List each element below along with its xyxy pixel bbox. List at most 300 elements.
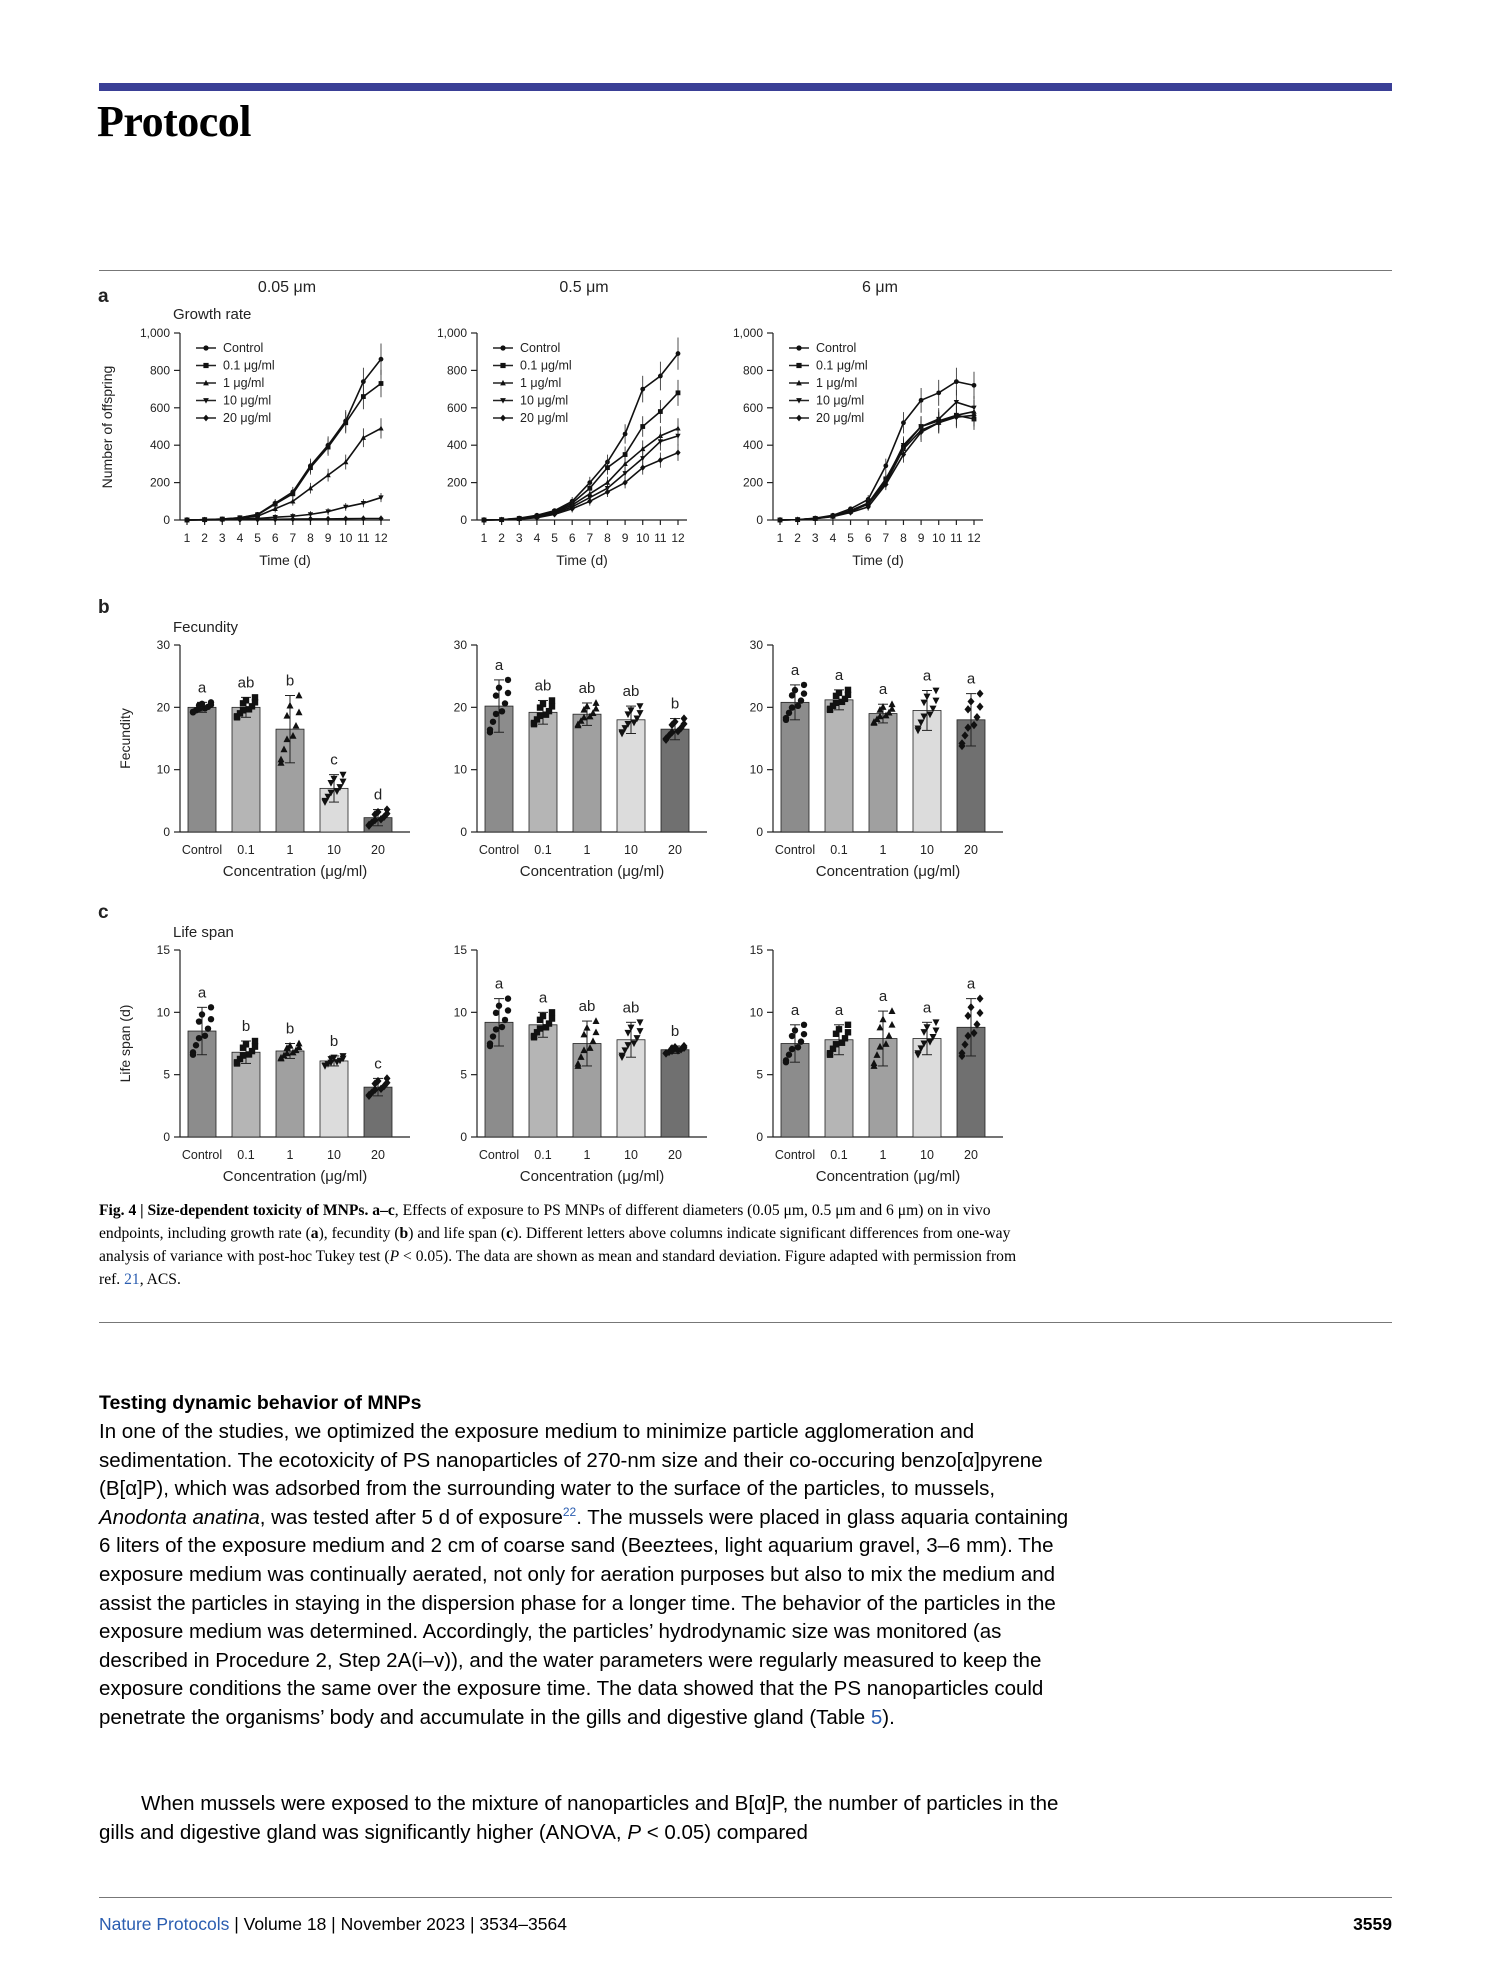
x-tick-label: 6	[271, 531, 279, 545]
bar-2	[869, 714, 897, 832]
y-tick-label: 0	[460, 513, 467, 527]
x-axis-label: Concentration (μg/ml)	[519, 863, 665, 880]
x-tick-label: 9	[621, 531, 629, 545]
replicate-point	[205, 1025, 211, 1031]
replicate-point	[549, 697, 555, 703]
replicate-point	[827, 1052, 833, 1058]
replicate-point	[967, 1003, 974, 1011]
x-tick-label: 1	[286, 1148, 294, 1162]
replicate-point	[920, 1029, 927, 1036]
significance-letter: c	[330, 751, 338, 769]
para-text: ).	[882, 1705, 895, 1729]
replicate-point	[792, 1027, 798, 1033]
significance-letter: a	[538, 989, 548, 1007]
x-tick-label: 11	[357, 531, 370, 545]
x-tick-label: 10	[624, 1148, 638, 1162]
replicate-point	[783, 1059, 789, 1065]
footer-journal	[99, 1914, 567, 1935]
x-tick-label: 8	[900, 531, 907, 545]
replicate-point	[583, 1024, 590, 1031]
significance-letter: a	[966, 670, 976, 688]
y-tick-label: 1,000	[139, 326, 170, 340]
y-tick-label: 5	[460, 1067, 467, 1082]
y-tick-label: 1,000	[436, 326, 467, 340]
caption-panel-c: c	[506, 1225, 514, 1242]
y-tick-label: 800	[742, 363, 763, 378]
data-point	[658, 457, 663, 463]
x-tick-label: Control	[774, 1148, 816, 1162]
figure-bottom-rule	[99, 1322, 1392, 1323]
replicate-point	[196, 1035, 202, 1041]
caption-text: ), fecundity (	[318, 1225, 400, 1242]
body-paragraph	[99, 1418, 1079, 1733]
replicate-point	[845, 1022, 851, 1028]
replicate-point	[505, 1007, 511, 1013]
data-point	[308, 516, 313, 522]
data-point	[658, 374, 663, 379]
row-title: Life span	[173, 924, 234, 941]
bar-1	[232, 707, 260, 832]
y-tick-label: 600	[446, 400, 467, 415]
replicate-point	[199, 1011, 205, 1017]
replicate-point	[493, 692, 499, 698]
x-tick-label: 4	[533, 531, 541, 545]
section-title: Protocol	[97, 97, 252, 146]
replicate-point	[286, 702, 293, 709]
x-tick-label: 8	[307, 531, 314, 545]
replicate-point	[537, 1025, 543, 1031]
y-tick-label: 0	[460, 1130, 467, 1144]
y-tick-label: 0	[163, 513, 170, 527]
replicate-point	[801, 1031, 807, 1037]
section-heading: Testing dynamic behavior of MNPs	[99, 1392, 422, 1414]
x-tick-label: 1	[879, 1148, 887, 1162]
significance-letter: a	[966, 975, 976, 993]
replicate-point	[295, 708, 302, 715]
y-tick-label: 20	[749, 700, 763, 715]
x-tick-label: 0.1	[237, 1148, 255, 1162]
bar-1	[529, 712, 557, 832]
replicate-point	[789, 1033, 795, 1039]
column-title: 6 μm	[862, 279, 898, 296]
data-point	[325, 516, 330, 522]
legend-label: 1 μg/ml	[520, 376, 562, 390]
x-tick-label: 7	[586, 531, 594, 545]
x-tick-label: 7	[289, 531, 297, 545]
data-point	[640, 387, 645, 392]
legend-label: 0.1 μg/ml	[520, 358, 572, 373]
caption-label: Fig. 4 | Size-dependent toxicity of MNPs.	[99, 1202, 369, 1219]
x-tick-label: 10	[339, 531, 353, 545]
significance-letter: ab	[237, 674, 255, 692]
replicate-point	[505, 690, 511, 696]
x-tick-label: 2	[794, 531, 801, 545]
y-tick-label: 0	[756, 513, 763, 527]
data-point	[605, 465, 610, 470]
x-axis-label: Concentration (μg/ml)	[815, 863, 961, 880]
replicate-point	[976, 703, 983, 711]
y-tick-label: 5	[163, 1067, 170, 1082]
x-tick-label: 1	[583, 1148, 591, 1162]
legend-marker	[796, 345, 801, 350]
series-line-1	[484, 393, 678, 520]
x-tick-label: 1	[480, 531, 488, 545]
significance-letter: a	[834, 1001, 844, 1019]
para-text: < 0.05) compared	[641, 1820, 808, 1844]
y-tick-label: 20	[453, 700, 467, 715]
replicate-point	[789, 704, 795, 710]
x-tick-label: 20	[964, 843, 978, 857]
replicate-point	[252, 1043, 258, 1049]
x-axis-label: Concentration (μg/ml)	[222, 1168, 368, 1185]
x-axis-label: Concentration (μg/ml)	[815, 1168, 961, 1185]
replicate-point	[493, 1010, 499, 1016]
data-point	[936, 390, 941, 395]
legend-label: 20 μg/ml	[520, 411, 569, 425]
replicate-point	[490, 719, 496, 725]
data-point	[361, 379, 366, 384]
replicate-point	[339, 772, 346, 779]
replicate-point	[592, 1028, 599, 1035]
legend-label: 1 μg/ml	[816, 376, 858, 390]
x-axis-label: Concentration (μg/ml)	[222, 863, 368, 880]
series-line-0	[780, 382, 974, 520]
y-tick-label: 30	[453, 638, 467, 652]
replicate-point	[505, 995, 511, 1001]
legend-marker	[796, 363, 801, 368]
replicate-point	[505, 677, 511, 683]
significance-letter: a	[197, 984, 207, 1002]
journal-details: | Volume 18 | November 2023 | 3534–3564	[229, 1914, 567, 1934]
caption-text: < 0.05). The data are shown as mean and standard deviation. Figure adapted with permission from ref.	[99, 1248, 1017, 1288]
y-tick-label: 200	[742, 475, 763, 490]
para-text: , was tested after 5 d of exposure	[259, 1505, 563, 1529]
caption-text: , Effects of exposure to PS MNPs of different diameters (0.05 μm, 0.5 μm and 6 μm) on in vivo endpoints, including growth rate (	[99, 1202, 991, 1242]
replicate-point	[243, 697, 249, 703]
data-point	[378, 425, 383, 430]
significance-letter: ab	[622, 999, 640, 1017]
data-point	[379, 357, 384, 362]
replicate-point	[795, 1044, 801, 1050]
legend-marker	[796, 415, 802, 422]
citation-link[interactable]: 22	[562, 1504, 577, 1519]
significance-letter: a	[494, 975, 504, 993]
replicate-point	[783, 717, 789, 723]
significance-letter: a	[494, 656, 504, 674]
data-point	[901, 420, 906, 425]
figure-caption	[99, 1199, 1039, 1291]
replicate-point	[842, 1035, 848, 1041]
replicate-point	[932, 698, 939, 705]
replicate-point	[592, 1017, 599, 1024]
x-tick-label: 20	[964, 1148, 978, 1162]
replicate-point	[801, 690, 807, 696]
significance-letter: ab	[578, 998, 596, 1016]
caption-text: ) and life span (	[408, 1225, 507, 1242]
replicate-point	[792, 687, 798, 693]
data-point	[343, 516, 348, 522]
legend-label: 1 μg/ml	[223, 376, 265, 390]
significance-letter: a	[922, 667, 932, 685]
significance-letter: ab	[578, 679, 596, 697]
replicate-point	[193, 1042, 199, 1048]
x-tick-label: 5	[847, 531, 854, 545]
legend-marker	[500, 363, 505, 368]
y-tick-label: 10	[453, 762, 467, 777]
data-point	[290, 491, 295, 496]
legend-label: Control	[520, 341, 561, 355]
x-axis-label: Time (d)	[852, 552, 904, 568]
replicate-point	[636, 703, 643, 710]
series-line-4	[780, 415, 974, 520]
significance-letter: a	[197, 679, 207, 697]
x-tick-label: 10	[932, 531, 946, 545]
replicate-point	[499, 708, 505, 714]
replicate-point	[624, 1030, 631, 1037]
x-tick-label: 1	[879, 843, 887, 857]
replicate-point	[208, 1004, 214, 1010]
x-tick-label: 11	[654, 531, 667, 545]
caption-p: P	[389, 1248, 400, 1265]
replicate-point	[283, 712, 290, 719]
y-tick-label: 600	[742, 400, 763, 415]
x-tick-label: 0.1	[830, 843, 848, 857]
data-point	[378, 515, 383, 521]
data-point	[658, 409, 663, 414]
replicate-point	[208, 702, 214, 708]
x-axis-label: Time (d)	[259, 552, 311, 568]
panel-label-a: a	[98, 286, 109, 307]
bar-3	[617, 720, 645, 832]
footer-rule	[99, 1897, 1392, 1898]
p-value: P	[627, 1820, 642, 1844]
y-tick-label: 15	[749, 943, 763, 957]
y-axis-label-lifespan: Life span (d)	[117, 1004, 133, 1083]
x-tick-label: 3	[218, 531, 226, 545]
y-axis-label-fecundity: Fecundity	[117, 708, 133, 769]
y-tick-label: 600	[149, 400, 170, 415]
replicate-point	[252, 699, 258, 705]
bar-4	[661, 729, 689, 832]
y-tick-label: 20	[156, 700, 170, 715]
caption-text: , ACS.	[139, 1271, 181, 1288]
legend-label: 10 μg/ml	[223, 393, 272, 408]
y-tick-label: 10	[749, 1005, 763, 1020]
x-tick-label: Control	[774, 843, 816, 857]
x-tick-label: 5	[254, 531, 261, 545]
replicate-point	[502, 700, 508, 706]
x-axis-label: Concentration (μg/ml)	[519, 1168, 665, 1185]
x-tick-label: 10	[920, 843, 934, 857]
x-tick-label: 2	[201, 531, 208, 545]
x-tick-label: 1	[286, 843, 294, 857]
replicate-point	[827, 707, 833, 713]
replicate-point	[196, 1018, 202, 1024]
bar-2	[573, 714, 601, 832]
replicate-point	[487, 1043, 493, 1049]
replicate-point	[876, 1024, 883, 1031]
bar-1	[825, 700, 853, 832]
x-tick-label: 10	[920, 1148, 934, 1162]
x-tick-label: 10	[636, 531, 650, 545]
replicate-point	[885, 1032, 892, 1039]
replicate-point	[240, 1052, 246, 1058]
replicate-point	[833, 700, 839, 706]
replicate-point	[496, 685, 502, 691]
replicate-point	[786, 1052, 792, 1058]
x-axis-label: Time (d)	[556, 552, 608, 568]
data-point	[676, 390, 681, 395]
caption-panel-a: a	[310, 1225, 319, 1242]
x-tick-label: 10	[327, 843, 341, 857]
legend-label: Control	[223, 341, 264, 355]
significance-letter: ab	[622, 683, 640, 701]
x-tick-label: 20	[371, 843, 385, 857]
data-point	[675, 450, 680, 456]
significance-letter: b	[241, 1018, 251, 1036]
x-tick-label: 5	[551, 531, 558, 545]
caption-ref-link[interactable]: 21	[124, 1271, 140, 1288]
y-tick-label: 200	[446, 475, 467, 490]
series-line-2	[484, 428, 678, 520]
x-tick-label: 3	[811, 531, 819, 545]
replicate-point	[932, 1028, 939, 1035]
y-tick-label: 400	[446, 438, 467, 453]
x-tick-label: 9	[917, 531, 925, 545]
replicate-point	[589, 1037, 596, 1044]
x-tick-label: 4	[829, 531, 837, 545]
page-number: 3559	[1353, 1914, 1392, 1934]
legend-label: 0.1 μg/ml	[223, 358, 275, 373]
x-tick-label: 1	[776, 531, 784, 545]
replicate-point	[836, 690, 842, 696]
bar-1	[529, 1025, 557, 1137]
panel-label-c: c	[98, 902, 109, 923]
significance-letter: d	[373, 786, 383, 804]
replicate-point	[549, 703, 555, 709]
replicate-point	[833, 1041, 839, 1047]
series-line-3	[484, 436, 678, 520]
x-tick-label: 20	[371, 1148, 385, 1162]
x-tick-label: 2	[498, 531, 505, 545]
significance-letter: ab	[534, 677, 552, 695]
replicate-point	[976, 689, 983, 697]
replicate-point	[234, 714, 240, 720]
x-tick-label: 0.1	[830, 1148, 848, 1162]
series-line-1	[780, 415, 974, 520]
legend-marker	[500, 345, 505, 350]
y-tick-label: 1,000	[732, 326, 763, 340]
significance-letter: a	[878, 988, 888, 1006]
x-tick-label: 1	[583, 843, 591, 857]
bar-2	[276, 1051, 304, 1137]
y-tick-label: 5	[756, 1067, 763, 1082]
x-tick-label: Control	[478, 1148, 520, 1162]
y-tick-label: 10	[749, 762, 763, 777]
replicate-point	[789, 1046, 795, 1052]
para-text: When mussels were exposed to the mixture of nanoparticles and B[α]P, the number of particles in the gills and digestive gland was significantly higher (ANOVA,	[99, 1792, 1059, 1844]
x-tick-label: 12	[967, 531, 981, 545]
data-point	[954, 379, 959, 384]
significance-letter: b	[670, 695, 680, 713]
x-tick-label: 20	[668, 1148, 682, 1162]
table-link[interactable]: 5	[870, 1705, 883, 1729]
y-tick-label: 0	[163, 825, 170, 839]
significance-letter: a	[834, 666, 844, 684]
significance-letter: a	[922, 999, 932, 1017]
legend-label: 20 μg/ml	[223, 411, 272, 425]
x-tick-label: 9	[324, 531, 332, 545]
y-axis-label: Number of offspring	[99, 365, 115, 489]
x-tick-label: 8	[604, 531, 611, 545]
data-point	[623, 432, 628, 437]
x-tick-label: 6	[568, 531, 576, 545]
replicate-point	[580, 1031, 587, 1038]
replicate-point	[537, 713, 543, 719]
replicate-point	[490, 1033, 496, 1039]
replicate-point	[549, 1015, 555, 1021]
data-point	[883, 463, 888, 468]
x-tick-label: 1	[183, 531, 191, 545]
replicate-point	[493, 711, 499, 717]
legend-marker	[500, 415, 506, 422]
column-title: 0.5 μm	[559, 279, 609, 296]
y-tick-label: 15	[156, 943, 170, 957]
legend-label: 0.1 μg/ml	[816, 358, 868, 373]
replicate-point	[836, 1026, 842, 1032]
y-tick-label: 400	[149, 438, 170, 453]
caption-panels: a–c	[372, 1202, 395, 1219]
panel-label-b: b	[98, 597, 110, 618]
replicate-point	[499, 1024, 505, 1030]
replicate-point	[798, 1038, 804, 1044]
y-tick-label: 0	[163, 1130, 170, 1144]
x-tick-label: 0.1	[237, 843, 255, 857]
replicate-point	[531, 721, 537, 727]
x-tick-label: 10	[327, 1148, 341, 1162]
replicate-point	[540, 701, 546, 707]
replicate-point	[976, 1009, 983, 1017]
replicate-point	[549, 1009, 555, 1015]
y-tick-label: 400	[742, 438, 763, 453]
data-point	[361, 394, 366, 399]
replicate-point	[923, 694, 930, 701]
y-tick-label: 15	[453, 943, 467, 957]
x-tick-label: Control	[181, 1148, 223, 1162]
y-tick-label: 0	[756, 1130, 763, 1144]
data-point	[640, 424, 645, 429]
replicate-point	[208, 1016, 214, 1022]
data-point	[623, 452, 628, 457]
y-tick-label: 800	[446, 363, 467, 378]
significance-letter: c	[374, 1055, 382, 1073]
bar-4	[661, 1050, 689, 1137]
replicate-point	[502, 1017, 508, 1023]
replicate-point	[932, 1019, 939, 1026]
journal-link[interactable]: Nature Protocols	[99, 1914, 230, 1934]
data-point	[308, 465, 313, 470]
bar-0	[188, 707, 216, 832]
replicate-point	[202, 1033, 208, 1039]
x-tick-label: 11	[950, 531, 963, 545]
x-tick-label: 12	[671, 531, 685, 545]
legend-label: 20 μg/ml	[816, 411, 865, 425]
x-tick-label: 3	[515, 531, 523, 545]
x-tick-label: Control	[181, 843, 223, 857]
y-tick-label: 10	[156, 762, 170, 777]
replicate-point	[976, 994, 983, 1002]
replicate-point	[196, 706, 202, 712]
